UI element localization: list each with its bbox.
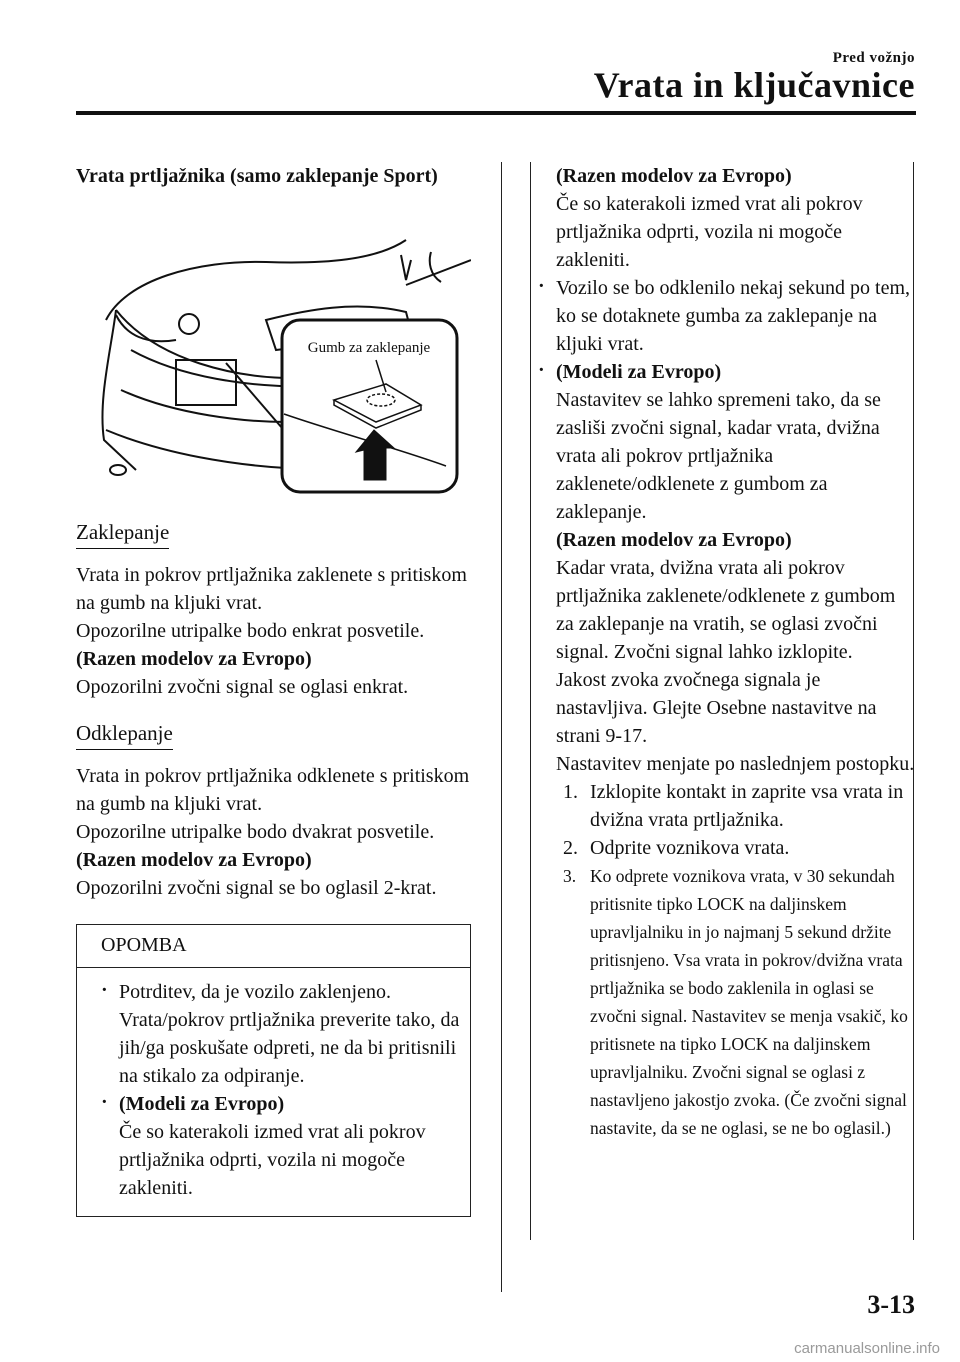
note-bullet-2-bold: (Modeli za Evropo) <box>119 1093 285 1115</box>
page-number: 3-13 <box>867 1290 915 1319</box>
locking-text-1: Vrata in pokrov prtljažnika zaklenete s pritiskom na gumb na kljuki vrat. <box>76 564 467 614</box>
step-2 <box>536 834 916 862</box>
step-3-text: Ko odprete voznikova vrata, v 30 sekundah pritisnite tipko LOCK na daljinskem upravljalniku in jo najmanj 5 sekund držite pritisnjeno. Vsa vrata in pokrov/dvižna vrata prtljažnika se bodo zaklenila in oglasi se zvočni signal. Nastavitev se menja vsakič, ko pritisnete na tipko LOCK na daljinskem upravljalniku. Zvočni signal se oglasi z nastavljeno jakostjo zvoka. (Če zvočni signal nastavite, da se ne oglasi, se ne bo oglasil.) <box>590 866 908 1138</box>
right-bullet-2-text: Nastavitev se lahko spremeni tako, da se zasliši zvočni signal, kadar vrata, dvižna vrata ali pokrov prtljažnika zaklenete/odklenete z gumbom za zaklepanje. <box>556 389 881 523</box>
bullet-dot-icon: · <box>538 359 545 381</box>
right-bullet-2-bold: (Modeli za Evropo) <box>556 361 722 383</box>
right-bold-1: (Razen modelov za Evropo) <box>556 165 792 187</box>
bullet-dot-icon: · <box>101 979 108 1001</box>
right-bullet-2-bold-2: (Razen modelov za Evropo) <box>556 529 792 551</box>
note-continuation-left-bar <box>530 162 531 1240</box>
right-bullet-2 <box>536 358 916 778</box>
note-bullet-2 <box>99 1090 460 1202</box>
bullet-dot-icon: · <box>101 1091 108 1113</box>
locking-bold: (Razen modelov za Evropo) <box>76 648 312 670</box>
note-body <box>77 968 470 1216</box>
note-bullet-2-text: Če so katerakoli izmed vrat ali pokrov prtljažnika odprti, vozila ni mogoče zakleniti. <box>119 1121 426 1199</box>
left-column <box>76 162 471 1217</box>
step-2-number: 2. <box>563 837 578 859</box>
right-bullet-2-text-4: Nastavitev menjate po naslednjem postopku. <box>556 753 915 775</box>
figure-title: Vrata prtljažnika (samo zaklepanje Sport) <box>76 165 438 187</box>
locking-text-3: Opozorilni zvočni signal se oglasi enkrat. <box>76 676 409 698</box>
unlocking-bold: (Razen modelov za Evropo) <box>76 849 312 871</box>
unlocking-text-1: Vrata in pokrov prtljažnika odklenete s pritiskom na gumb na kljuki vrat. <box>76 765 470 815</box>
right-bullet-1 <box>536 274 916 358</box>
page-title: Vrata in ključavnice <box>593 65 915 105</box>
figure-callout: Gumb za zaklepanje <box>307 340 431 356</box>
step-2-text: Odprite voznikova vrata. <box>590 837 790 859</box>
locking-text-2: Opozorilne utripalke bodo enkrat posvetile. <box>76 620 425 642</box>
step-3-number: 3. <box>563 866 577 886</box>
locking-heading: Zaklepanje <box>76 518 169 549</box>
unlocking-heading: Odklepanje <box>76 719 173 750</box>
watermark: carmanualsonline.info <box>794 1340 940 1357</box>
note-bullet-1 <box>99 978 460 1090</box>
right-column <box>536 162 916 1142</box>
note-box <box>76 924 471 1217</box>
bullet-dot-icon: · <box>538 275 545 297</box>
right-text-1: Če so katerakoli izmed vrat ali pokrov prtljažnika odprti, vozila ni mogoče zakleniti. <box>556 193 863 271</box>
right-bullet-2-text-2: Kadar vrata, dvižna vrata ali pokrov prtljažnika zaklenete/odklenete z gumbom za zaklepanje na vratih, se oglasi zvočni signal. Zvočni signal lahko izklopite. <box>556 557 896 663</box>
note-bullet-1-text: Potrditev, da je vozilo zaklenjeno. Vrata/pokrov prtljažnika preverite tako, da jih/ga poskušate odpreti, ne da bi pritisnili na stikalo za odpiranje. <box>119 981 460 1087</box>
step-1-text: Izklopite kontakt in zaprite vsa vrata in dvižna vrata prtljažnika. <box>590 781 904 831</box>
trunk-lock-figure <box>76 200 471 500</box>
car-rear-illustration <box>76 200 471 500</box>
note-title: OPOMBA <box>77 925 470 968</box>
header-rule <box>76 111 916 115</box>
unlocking-text-2: Opozorilne utripalke bodo dvakrat posvetile. <box>76 821 435 843</box>
right-bullet-1-text: Vozilo se bo odklenilo nekaj sekund po tem, ko se dotaknete gumba za zaklepanje na kljuki vrat. <box>556 277 911 355</box>
right-bullet-2-text-3: Jakost zvoka zvočnega signala je nastavljiva. Glejte Osebne nastavitve na strani 9-17. <box>556 669 877 747</box>
step-1 <box>536 778 916 834</box>
column-divider <box>501 162 502 1292</box>
section-subtitle: Pred vožnjo <box>832 50 915 66</box>
unlocking-text-3: Opozorilni zvočni signal se bo oglasil 2-krat. <box>76 877 437 899</box>
step-1-number: 1. <box>563 781 578 803</box>
step-3 <box>536 862 916 1142</box>
